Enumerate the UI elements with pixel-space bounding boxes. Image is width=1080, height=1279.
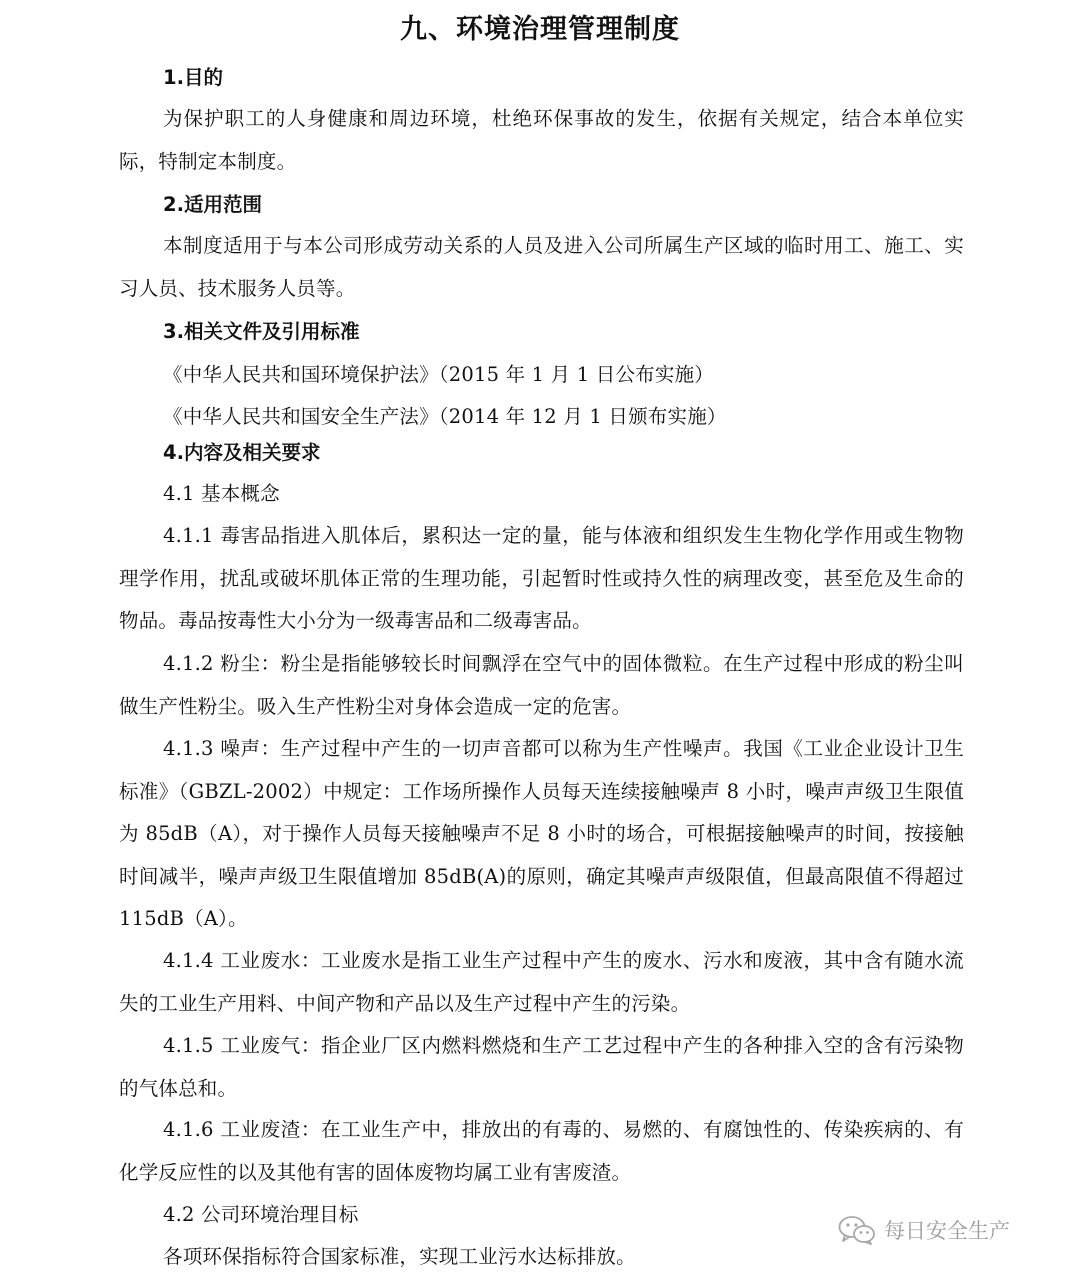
- section-heading-purpose: 1.目的: [163, 66, 223, 89]
- paragraph-wastewater: 4.1.4 工业废水：工业废水是指工业生产过程中产生的废水、污水和废液，其中含有随水流失的工业生产用料、中间产物和产品以及生产过程中产生的污染。: [119, 949, 964, 1015]
- subsection-basic-concepts: 4.1 基本概念: [163, 482, 280, 505]
- reference-safety-law: 《中华人民共和国安全生产法》（2014 年 12 月 1 日颁布实施）: [163, 405, 727, 428]
- subsection-environmental-targets: 4.2 公司环境治理目标: [163, 1203, 359, 1226]
- section-heading-scope: 2.适用范围: [163, 193, 262, 216]
- paragraph-scope: 本制度适用于与本公司形成劳动关系的人员及进入公司所属生产区域的临时用工、施工、实习人员、技术服务人员等。: [119, 234, 964, 300]
- paragraph-dust: 4.1.2 粉尘：粉尘是指能够较长时间飘浮在空气中的固体微粒。在生产过程中形成的粉尘叫做生产性粉尘。吸入生产性粉尘对身体会造成一定的危害。: [119, 652, 964, 718]
- account-watermark: [838, 1210, 1010, 1250]
- section-heading-references: 3.相关文件及引用标准: [163, 320, 360, 343]
- reference-environmental-law: 《中华人民共和国环境保护法》（2015 年 1 月 1 日公布实施）: [163, 363, 714, 386]
- wechat-icon: [838, 1215, 876, 1245]
- document-title: 九、环境治理管理制度: [400, 14, 680, 45]
- paragraph-noise: 4.1.3 噪声：生产过程中产生的一切声音都可以称为生产性噪声。我国《工业企业设计卫生标准》（GBZL-2002）中规定：工作场所操作人员每天连续接触噪声 8 小时，噪声声级卫生限值为 85dB（A），对于操作人员每天接触噪声不足 8 小时的场合，可根据接触噪声的时间，按接触时间减半，噪声声级卫生限值增加 85dB(A)的原则，确定其噪声声级限值，但最高限值不得超过 115dB（A）。: [119, 737, 964, 930]
- paragraph-waste-gas: 4.1.5 工业废气：指企业厂区内燃料燃烧和生产工艺过程中产生的各种排入空的含有污染物的气体总和。: [119, 1034, 964, 1100]
- paragraph-toxic-substances: 4.1.1 毒害品指进入肌体后，累积达一定的量，能与体液和组织发生生物化学作用或生物物理学作用，扰乱或破坏肌体正常的生理功能，引起暂时性或持久性的病理改变，甚至危及生命的物品。毒品按毒性大小分为一级毒害品和二级毒害品。: [119, 524, 964, 632]
- paragraph-purpose: 为保护职工的人身健康和周边环境，杜绝环保事故的发生，依据有关规定，结合本单位实际，特制定本制度。: [119, 107, 964, 173]
- paragraph-waste-residue: 4.1.6 工业废渣：在工业生产中，排放出的有毒的、易燃的、有腐蚀性的、传染疾病的、有化学反应性的以及其他有害的固体废物均属工业有害废渣。: [119, 1118, 964, 1184]
- watermark-text: 每日安全生产: [884, 1219, 1010, 1243]
- paragraph-environmental-targets: 各项环保指标符合国家标准，实现工业污水达标排放。: [163, 1245, 636, 1268]
- section-heading-requirements: 4.内容及相关要求: [163, 441, 321, 464]
